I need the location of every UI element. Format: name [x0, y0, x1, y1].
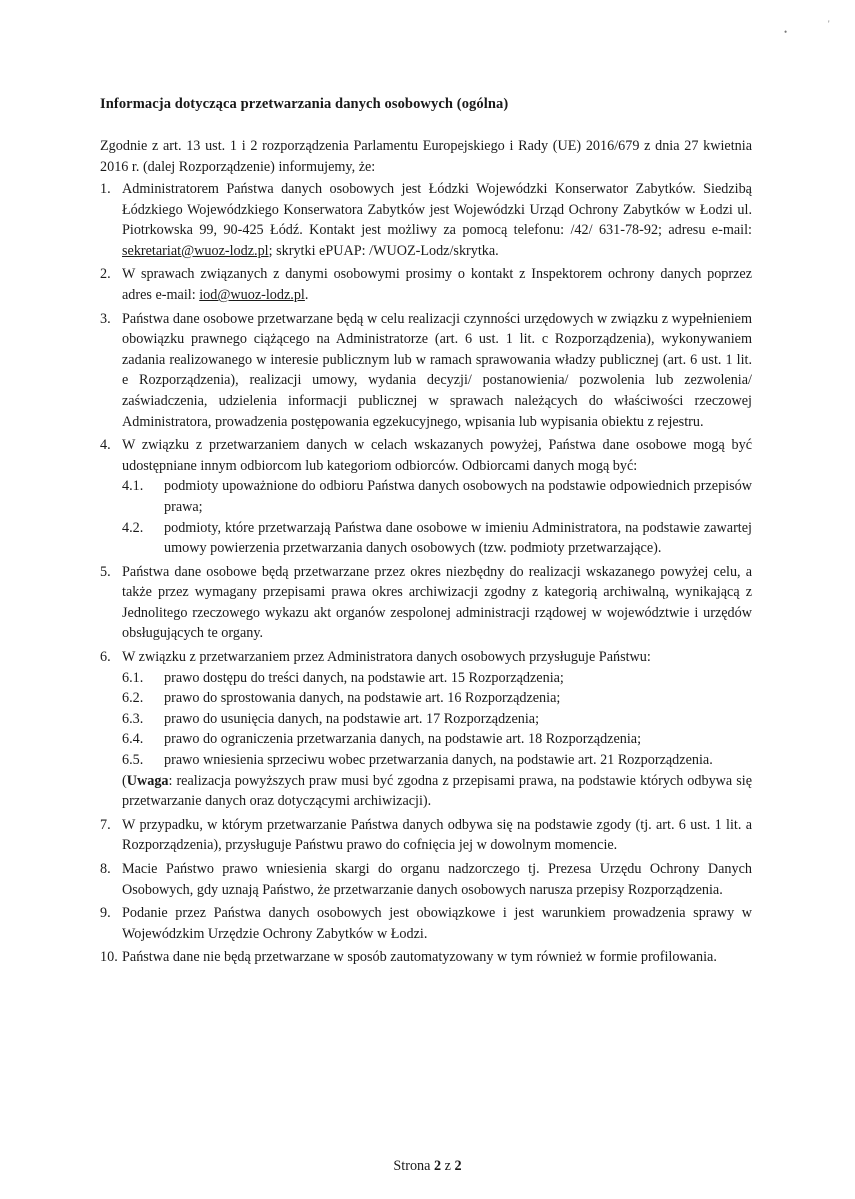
scan-speck: • [784, 27, 788, 37]
sub-item-text: prawo dostępu do treści danych, na podstawie art. 15 Rozporządzenia; [164, 669, 564, 686]
sub-item [122, 709, 752, 730]
sub-item [122, 750, 752, 771]
list-item [100, 435, 752, 559]
list-item [100, 179, 752, 261]
numbered-list [100, 179, 752, 968]
item-text: Państwa dane nie będą przetwarzane w sposób zautomatyzowany w tym również w formie profilowania. [122, 949, 717, 966]
item-number: 5. [100, 563, 111, 580]
item-text: . [304, 286, 309, 303]
note: (Uwaga: realizacja powyższych praw musi być zgodna z przepisami prawa, na podstawie których odbywa się przetwarzanie danych oraz dotyczącymi archiwizacji). [122, 772, 752, 810]
item-number: 4. [100, 437, 111, 454]
list-item [100, 859, 752, 900]
item-text: Państwa dane osobowe przetwarzane będą w celu realizacji czynności urzędowych w związku z wypełnieniem obowiązku prawnego ciążącego na Administratorze (art. 6 ust. 1 lit. c Rozporządzenia), wykonywaniem zadania realizowanego w interesie publicznym lub w ramach sprawowania władzy publicznej (art. 6 ust. 1 lit. e Rozporządzenia), realizacji umowy, wydania decyzji/ postanowienia/ pozwolenia lub zezwolenia/ zaświadczenia, udzielenia informacji publicznej w sprawach należących do właściwości rzeczowej Administratora, prowadzenia postępowania egzekucyjnego, wpisania lub wypisania obiektu z rejestru. [122, 310, 752, 430]
email-link[interactable]: sekretariat@wuoz-lodz.pl [122, 242, 269, 259]
item-text: W przypadku, w którym przetwarzanie Państwa danych odbywa się na podstawie zgody (tj. art. 6 ust. 1 lit. a Rozporządzenia), przysługuje Państwu prawo do cofnięcia jej w dowolnym momencie. [122, 816, 752, 854]
item-number: 9. [100, 905, 111, 922]
sub-item-text: podmioty upoważnione do odbioru Państwa danych osobowych na podstawie odpowiednich przepisów prawa; [164, 478, 752, 515]
list-item [100, 264, 752, 305]
sub-item-number: 6.4. [122, 731, 144, 748]
item-text: Macie Państwo prawo wniesienia skargi do organu nadzorczego tj. Prezesa Urzędu Ochrony Danych Osobowych, gdy uznają Państwo, że przetwarzanie danych osobowych narusza przepisy Rozporządzenia. [122, 861, 752, 898]
document-title: Informacja dotycząca przetwarzania danych osobowych (ogólna) [100, 96, 509, 112]
sub-item-number: 6.3. [122, 710, 144, 727]
item-text: W związku z przetwarzaniem danych w celach wskazanych powyżej, Państwa dane osobowe mogą być udostępniane innym odbiorcom lub kategoriom odbiorców. Odbiorcami danych mogą być: [122, 437, 752, 474]
list-item [100, 903, 752, 944]
sub-item-text: podmioty, które przetwarzają Państwa dane osobowe w imieniu Administratora, na podstawie zawartej umowy powierzenia przetwarzania danych osobowych (tzw. podmioty przetwarzające). [164, 519, 752, 557]
sub-item-number: 4.1. [122, 478, 144, 495]
item-text: Podanie przez Państwa danych osobowych jest obowiązkowe i jest warunkiem prowadzenia sprawy w Wojewódzkim Urzędzie Ochrony Zabytków w Łodzi. [122, 905, 752, 942]
page-footer [0, 1158, 855, 1175]
sub-item [122, 476, 752, 517]
item-text: Państwa dane osobowe będą przetwarzane przez okres niezbędny do realizacji wskazanego powyżej celu, a także przez wymagany przepisami prawa okres archiwizacji zgodny z kategorią archiwalną, wynikającą z Jednolitego rzeczowego wykazu akt organów zespolonej administracji rządowej w województwie i urzędów obsługujących te organy. [122, 563, 752, 642]
sub-item [122, 668, 752, 689]
item-number: 3. [100, 310, 111, 327]
list-item [100, 647, 752, 812]
item-number: 7. [100, 816, 111, 833]
item-number: 8. [100, 861, 111, 877]
sub-item-text: prawo do ograniczenia przetwarzania danych, na podstawie art. 18 Rozporządzenia; [164, 731, 642, 748]
item-number: 2. [100, 266, 111, 283]
current-page-number: 2 [434, 1158, 442, 1174]
note-label: Uwaga [126, 772, 169, 789]
sub-item [122, 729, 752, 750]
list-item [100, 815, 752, 856]
item-number: 1. [100, 181, 111, 197]
item-text: W związku z przetwarzaniem przez Administratora danych osobowych przysługuje Państwu: [122, 649, 651, 666]
item-text: Administratorem Państwa danych osobowych jest Łódzki Wojewódzki Konserwator Zabytków. Siedzibą Łódzkiego Wojewódzkiego Konserwatora Zabytków jest Wojewódzki Urząd Ochrony Zabytków w Łodzi ul. Piotrkowska 99, 90-425 Łódź. Kontakt jest możliwy za pomocą telefonu: /42/ 631-78-92; adresu e-mail: [122, 181, 752, 239]
item-text: ; skrytki ePUAP: /WUOZ-Lodz/skrytka. [268, 242, 499, 259]
total-page-number: 2 [454, 1158, 462, 1174]
sub-item [122, 518, 752, 559]
sub-item-text: prawo do usunięcia danych, na podstawie art. 17 Rozporządzenia; [164, 710, 540, 727]
email-link[interactable]: iod@wuoz-lodz.pl [199, 286, 305, 303]
scan-speck: ' [828, 19, 830, 29]
intro-paragraph: Zgodnie z art. 13 ust. 1 i 2 rozporządzenia Parlamentu Europejskiego i Rady (UE) 2016/679 z dnia 27 kwietnia 2016 r. (dalej Rozporządzenie) informujemy, że: [100, 138, 752, 175]
list-item [100, 309, 752, 433]
sub-item-number: 4.2. [122, 519, 144, 536]
note-text: : realizacja powyższych praw musi być zgodna z przepisami prawa, na podstawie których odbywa się przetwarzanie danych oraz dotyczącymi archiwizacji). [122, 772, 752, 810]
sub-item-number: 6.2. [122, 690, 144, 707]
sub-item [122, 688, 752, 709]
list-item [100, 947, 752, 968]
sub-item-text: prawo wniesienia sprzeciwu wobec przetwarzania danych, na podstawie art. 21 Rozporządzenia. [164, 752, 713, 769]
item-number: 6. [100, 649, 111, 666]
sub-item-text: prawo do sprostowania danych, na podstawie art. 16 Rozporządzenia; [164, 690, 561, 707]
footer-middle: z [441, 1158, 455, 1174]
list-item [100, 562, 752, 644]
footer-prefix: Strona [393, 1158, 434, 1174]
item-number: 10. [100, 949, 118, 966]
sub-item-number: 6.1. [122, 669, 144, 686]
item-text: W sprawach związanych z danymi osobowymi prosimy o kontakt z Inspektorem ochrony danych poprzez adres e-mail: [122, 266, 752, 303]
sub-item-number: 6.5. [122, 752, 144, 769]
